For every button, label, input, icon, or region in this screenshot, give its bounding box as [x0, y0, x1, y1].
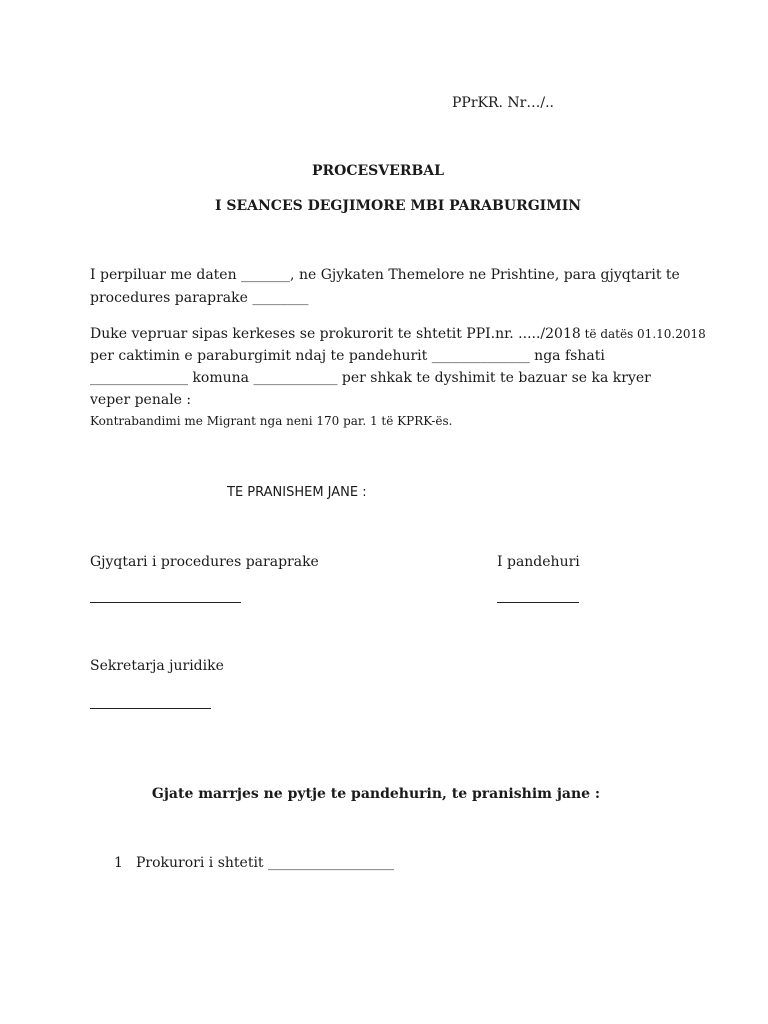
- present-heading: TE PRANISHEM JANE :: [227, 485, 367, 500]
- secretary-signature-line: [90, 708, 211, 709]
- judge-signature-line: [90, 602, 241, 603]
- paragraph-2-line-2: per caktimin e paraburgimit ndaj te pandehurit ______________ nga fshati: [90, 348, 605, 364]
- paragraph-2-line-1: [90, 323, 706, 345]
- list-item-number: 1: [114, 855, 123, 871]
- document-title: PROCESVERBAL: [312, 163, 444, 179]
- paragraph-2-line-1-text: Duke vepruar sipas kerkeses se prokurorit te shtetit PPI.nr. ...../2018: [90, 326, 581, 342]
- questioning-heading: Gjate marrjes ne pytje te pandehurin, te pranishim jane :: [151, 786, 601, 802]
- defendant-signature-line: [497, 602, 579, 603]
- paragraph-1-line-1: I perpiluar me daten _______, ne Gjykaten Themelore ne Prishtine, para gjyqtarit te: [90, 267, 680, 283]
- list-item-prosecutor: Prokurori i shtetit __________________: [136, 855, 395, 871]
- defendant-label: I pandehuri: [497, 554, 580, 570]
- paragraph-2-line-3: ______________ komuna ____________ per shkak te dyshimit te bazuar se ka kryer: [90, 370, 651, 386]
- reference-number: PPrKR. Nr…/..: [452, 95, 554, 111]
- document-subtitle: I SEANCES DEGJIMORE MBI PARABURGIMIN: [214, 198, 582, 214]
- paragraph-1-line-2: procedures paraprake ________: [90, 290, 309, 306]
- paragraph-2-line-4: veper penale :: [90, 392, 192, 408]
- offence-description: Kontrabandimi me Migrant nga neni 170 par. 1 të KPRK-ës.: [90, 414, 453, 428]
- secretary-label: Sekretarja juridike: [90, 658, 224, 674]
- judge-label: Gjyqtari i procedures paraprake: [90, 554, 319, 570]
- paragraph-2-date: të datës 01.10.2018: [580, 327, 706, 341]
